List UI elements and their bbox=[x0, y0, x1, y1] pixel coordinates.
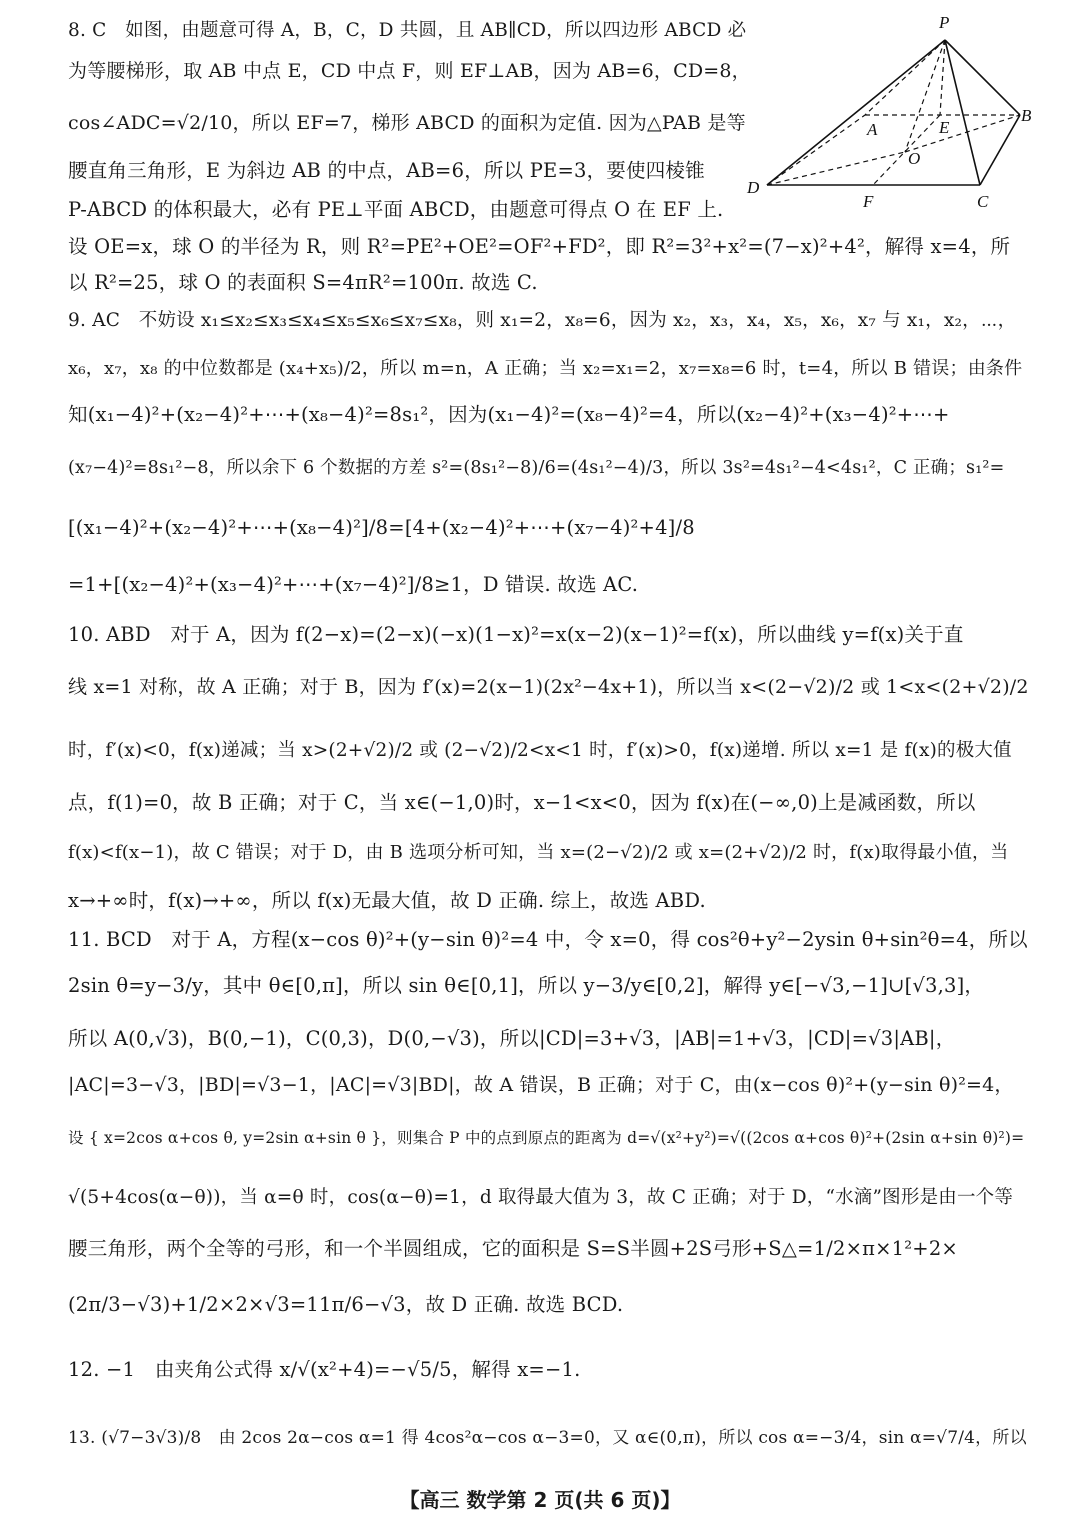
text-line: P-ABCD 的体积最大，必有 PE⊥平面 ABCD，由题意可得点 O 在 EF 上. bbox=[68, 198, 724, 221]
label-b: B bbox=[1021, 106, 1032, 125]
page-footer: 【高三 数学第 2 页(共 6 页)】 bbox=[399, 1488, 681, 1512]
pyramid-figure bbox=[747, 12, 1065, 217]
label-e: E bbox=[939, 118, 950, 137]
text-line: 2sin θ=y−3/y，其中 θ∈[0,π]，所以 sin θ∈[0,1]，所以 y−3/y∈[0,2]，解得 y∈[−√3,−1]∪[√3,3]， bbox=[68, 974, 985, 997]
text-line: 13. (√7−3√3)/8 由 2cos 2α−cos α=1 得 4cos²α−cos α−3=0，又 α∈(0,π)，所以 cos α=−3/4，sin α=√7/4，所以 bbox=[68, 1428, 1027, 1448]
text-line: 8. C 如图，由题意可得 A，B，C，D 共圆，且 AB∥CD，所以四边形 ABCD 必 bbox=[68, 20, 747, 41]
text-line: 时，f′(x)<0，f(x)递减；当 x>(2+√2)/2 或 (2−√2)/2<x<1 时，f′(x)>0，f(x)递增. 所以 x=1 是 f(x)的极大值 bbox=[68, 740, 1012, 761]
text-line: (x₇−4)²=8s₁²−8，所以余下 6 个数据的方差 s²=(8s₁²−8)/6=(4s₁²−4)/3，所以 3s²=4s₁²−4<4s₁²，C 正确；s₁²= bbox=[68, 458, 1005, 478]
label-f: F bbox=[863, 192, 874, 211]
text-line: [(x₁−4)²+(x₂−4)²+⋯+(x₈−4)²]/8=[4+(x₂−4)²+⋯+(x₇−4)²+4]/8 bbox=[68, 516, 695, 539]
text-line: =1+[(x₂−4)²+(x₃−4)²+⋯+(x₇−4)²]/8≥1，D 错误. 故选 AC. bbox=[68, 573, 639, 596]
text-line: 10. ABD 对于 A，因为 f(2−x)=(2−x)(−x)(1−x)²=x(x−2)(x−1)²=f(x)，所以曲线 y=f(x)关于直 bbox=[68, 623, 964, 646]
text-line: (2π/3−√3)+1/2×2×√3=11π/6−√3，故 D 正确. 故选 BCD. bbox=[68, 1293, 624, 1316]
text-line: x₆，x₇，x₈ 的中位数都是 (x₄+x₅)/2，所以 m=n，A 正确；当 x₂=x₁=2，x₇=x₈=6 时，t=4，所以 B 错误；由条件 bbox=[68, 358, 1023, 379]
text-line: 设 OE=x，球 O 的半径为 R，则 R²=PE²+OE²=OF²+FD²，即 R²=3²+x²=(7−x)²+4²，解得 x=4，所 bbox=[68, 235, 1011, 258]
label-a: A bbox=[867, 120, 878, 139]
text-line: 所以 A(0,√3)，B(0,−1)，C(0,3)，D(0,−√3)，所以|CD|=3+√3，|AB|=1+√3，|CD|=√3|AB|， bbox=[68, 1027, 956, 1050]
label-o: O bbox=[908, 149, 921, 168]
text-line: 腰三角形，两个全等的弓形，和一个半圆组成，它的面积是 S=S半圆+2S弓形+S△=1/2×π×1²+2× bbox=[68, 1237, 958, 1260]
text-line: 知(x₁−4)²+(x₂−4)²+⋯+(x₈−4)²=8s₁²，因为(x₁−4)²=(x₈−4)²=4，所以(x₂−4)²+(x₃−4)²+⋯+ bbox=[68, 403, 950, 426]
text-line: 11. BCD 对于 A，方程(x−cos θ)²+(y−sin θ)²=4 中，令 x=0，得 cos²θ+y²−2ysin θ+sin²θ=4，所以 bbox=[68, 928, 1028, 951]
text-line: √(5+4cos(α−θ))，当 α=θ 时，cos(α−θ)=1，d 取得最大值为 3，故 C 正确；对于 D，“水滴”图形是由一个等 bbox=[68, 1187, 1014, 1208]
text-line: 线 x=1 对称，故 A 正确；对于 B，因为 f′(x)=2(x−1)(2x²−4x+1)，所以当 x<(2−√2)/2 或 1<x<(2+√2)/2 bbox=[68, 676, 1029, 698]
text-line: 点，f(1)=0，故 B 正确；对于 C，当 x∈(−1,0)时，x−1<x<0，因为 f(x)在(−∞,0)上是减函数，所以 bbox=[68, 791, 976, 814]
text-line: 设 { x=2cos α+cos θ, y=2sin α+sin θ }，则集合 P 中的点到原点的距离为 d=√(x²+y²)=√((2cos α+cos θ)²+(2sin α+sin θ)²)= bbox=[68, 1129, 1025, 1147]
text-line: x→+∞时，f(x)→+∞，所以 f(x)无最大值，故 D 正确. 综上，故选 ABD. bbox=[68, 889, 706, 912]
text-line: 12. −1 由夹角公式得 x/√(x²+4)=−√5/5，解得 x=−1. bbox=[68, 1358, 581, 1381]
pyramid-diagram bbox=[747, 12, 1065, 217]
label-d: D bbox=[747, 178, 760, 197]
text-line: cos∠ADC=√2/10，所以 EF=7，梯形 ABCD 的面积为定值. 因为△PAB 是等 bbox=[68, 112, 746, 134]
text-line: 腰直角三角形，E 为斜边 AB 的中点，AB=6，所以 PE=3，要使四棱锥 bbox=[68, 159, 705, 182]
label-p: P bbox=[939, 13, 950, 32]
label-c: C bbox=[977, 192, 989, 211]
text-line: 以 R²=25，球 O 的表面积 S=4πR²=100π. 故选 C. bbox=[68, 271, 538, 294]
text-line: |AC|=3−√3，|BD|=√3−1，|AC|=√3|BD|，故 A 错误，B 正确；对于 C，由(x−cos θ)²+(y−sin θ)²=4， bbox=[68, 1074, 1014, 1096]
text-line: f(x)<f(x−1)，故 C 错误；对于 D，由 B 选项分析可知，当 x=(2−√2)/2 或 x=(2+√2)/2 时，f(x)取得最小值，当 bbox=[68, 842, 1009, 863]
text-line: 为等腰梯形，取 AB 中点 E，CD 中点 F，则 EF⊥AB，因为 AB=6，CD=8， bbox=[68, 60, 751, 82]
text-line: 9. AC 不妨设 x₁≤x₂≤x₃≤x₄≤x₅≤x₆≤x₇≤x₈，则 x₁=2，x₈=6，因为 x₂，x₃，x₄，x₅，x₆，x₇ 与 x₁，x₂，⋯， bbox=[68, 310, 1017, 331]
